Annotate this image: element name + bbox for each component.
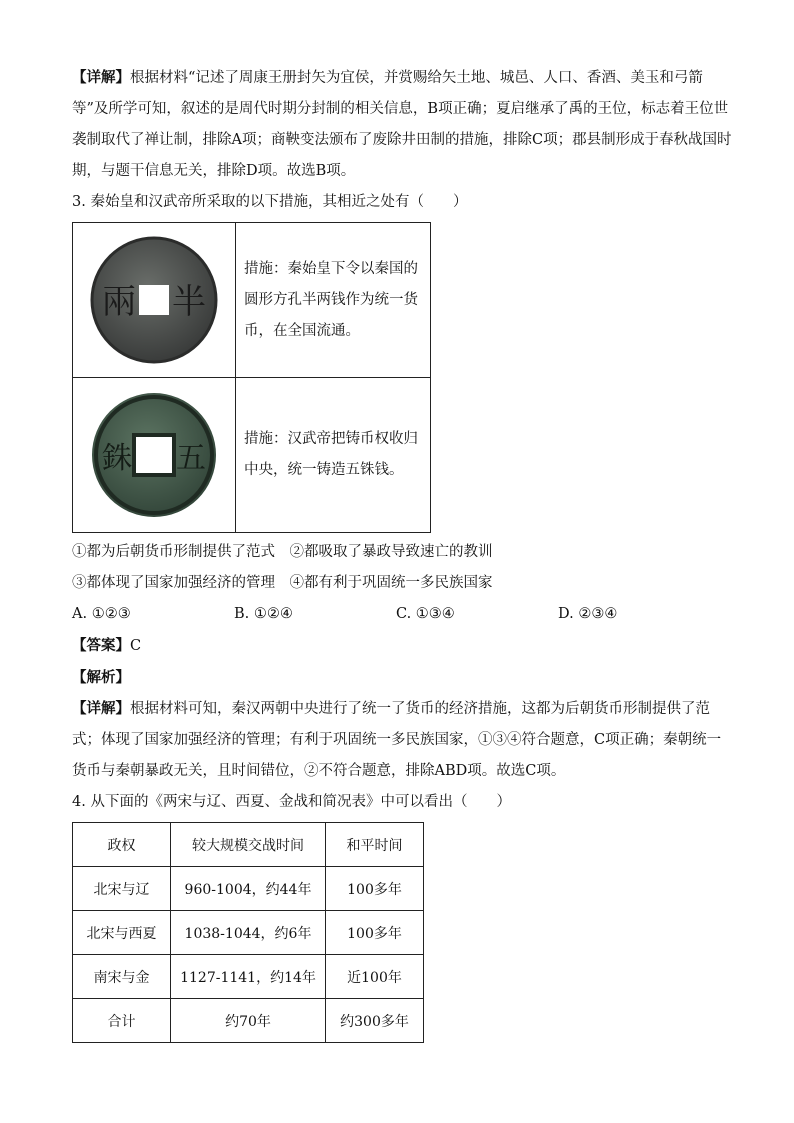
- q3-detail-paragraph: [72, 693, 732, 787]
- cell-regime: 北宋与西夏: [73, 911, 171, 955]
- cell-regime: 北宋与辽: [73, 867, 171, 911]
- measure-text-han: 措施：汉武帝把铸币权收归中央，统一铸造五铢钱。: [236, 378, 431, 533]
- cell-peace-time: 100多年: [326, 911, 424, 955]
- wuzhu-coin-icon: [89, 390, 219, 520]
- cell-war-time: 960-1004，约44年: [171, 867, 326, 911]
- option-c: C. ①③④: [396, 606, 455, 622]
- detail-tag: 【详解】: [72, 69, 130, 86]
- song-war-peace-table: [72, 822, 424, 1043]
- cell-regime: 合计: [73, 999, 171, 1043]
- answer-line: [72, 630, 732, 662]
- cell-peace-time: 近100年: [326, 955, 424, 999]
- cell-peace-time: 约300多年: [326, 999, 424, 1043]
- table-row: [73, 955, 424, 999]
- statement-line-2: ③都体现了国家加强经济的管理 ④都有利于巩固统一多民族国家: [72, 575, 493, 591]
- cell-war-time: 1038-1044，约6年: [171, 911, 326, 955]
- wuzhu-coin-image: [73, 378, 236, 533]
- table-row-total: [73, 999, 424, 1043]
- coin-glyph-left: 兩: [102, 282, 136, 322]
- detail-text: 根据材料可知，秦汉两朝中央进行了统一了货币的经济措施，这都为后朝货币形制提供了范式；体现了国家加强经济的管理；有利于巩固统一多民族国家，①③④符合题意，C项正确；秦朝统一货币与秦朝暴政无关，且时间错位，②不符合题意，排除ABD项。故选C项。: [72, 701, 722, 779]
- cell-regime: 南宋与金: [73, 955, 171, 999]
- measures-table: [72, 222, 431, 533]
- table-row: [73, 867, 424, 911]
- q2-detail-paragraph: [72, 62, 732, 187]
- cell-war-time: 1127-1141，约14年: [171, 955, 326, 999]
- option-a: A. ①②③: [72, 606, 131, 622]
- cell-peace-time: 100多年: [326, 867, 424, 911]
- table-row: [73, 911, 424, 955]
- cell-war-time: 约70年: [171, 999, 326, 1043]
- detail-tag: 【详解】: [72, 700, 130, 717]
- statement-line-1: ①都为后朝货币形制提供了范式 ②都吸取了暴政导致速亡的教训: [72, 544, 493, 560]
- coin-glyph-right: 半: [172, 282, 206, 322]
- banliang-coin-image: [73, 223, 236, 378]
- coin-glyph-right: 五: [176, 441, 206, 476]
- measure-row-han: [73, 378, 431, 533]
- measure-row-qin: [73, 223, 431, 378]
- header-peace-time: 和平时间: [326, 823, 424, 867]
- detail-text: 根据材料“记述了周康王册封矢为宜侯，并赏赐给矢土地、城邑、人口、香酒、美玉和弓箭等”及所学可知，叙述的是周代时期分封制的相关信息，B项正确；夏启继承了禹的王位，标志着王位世袭制取代了禅让制，排除A项；商鞅变法颁布了废除井田制的措施，排除C项；郡县制形成于春秋战国时期，与题干信息无关，排除D项。故选B项。: [72, 70, 732, 179]
- document-page: [72, 62, 732, 1043]
- option-b: B. ①②④: [234, 606, 293, 622]
- analysis-tag: 【解析】: [72, 669, 130, 686]
- answer-value: C: [130, 638, 142, 654]
- banliang-coin-icon: [89, 235, 219, 365]
- option-d: D. ②③④: [558, 606, 618, 622]
- measure-text-qin: 措施：秦始皇下令以秦国的圆形方孔半两钱作为统一货币，在全国流通。: [236, 223, 431, 378]
- q4-stem: 4. 从下面的《两宋与辽、西夏、金战和简况表》中可以看出（ ）: [72, 794, 511, 810]
- table-header-row: [73, 823, 424, 867]
- answer-tag: 【答案】: [72, 637, 130, 654]
- header-war-time: 较大规模交战时间: [171, 823, 326, 867]
- coin-glyph-left: 銖: [102, 441, 132, 476]
- header-regime: 政权: [73, 823, 171, 867]
- options-row: [72, 599, 732, 630]
- q3-stem: 3. 秦始皇和汉武帝所采取的以下措施，其相近之处有（ ）: [72, 194, 468, 210]
